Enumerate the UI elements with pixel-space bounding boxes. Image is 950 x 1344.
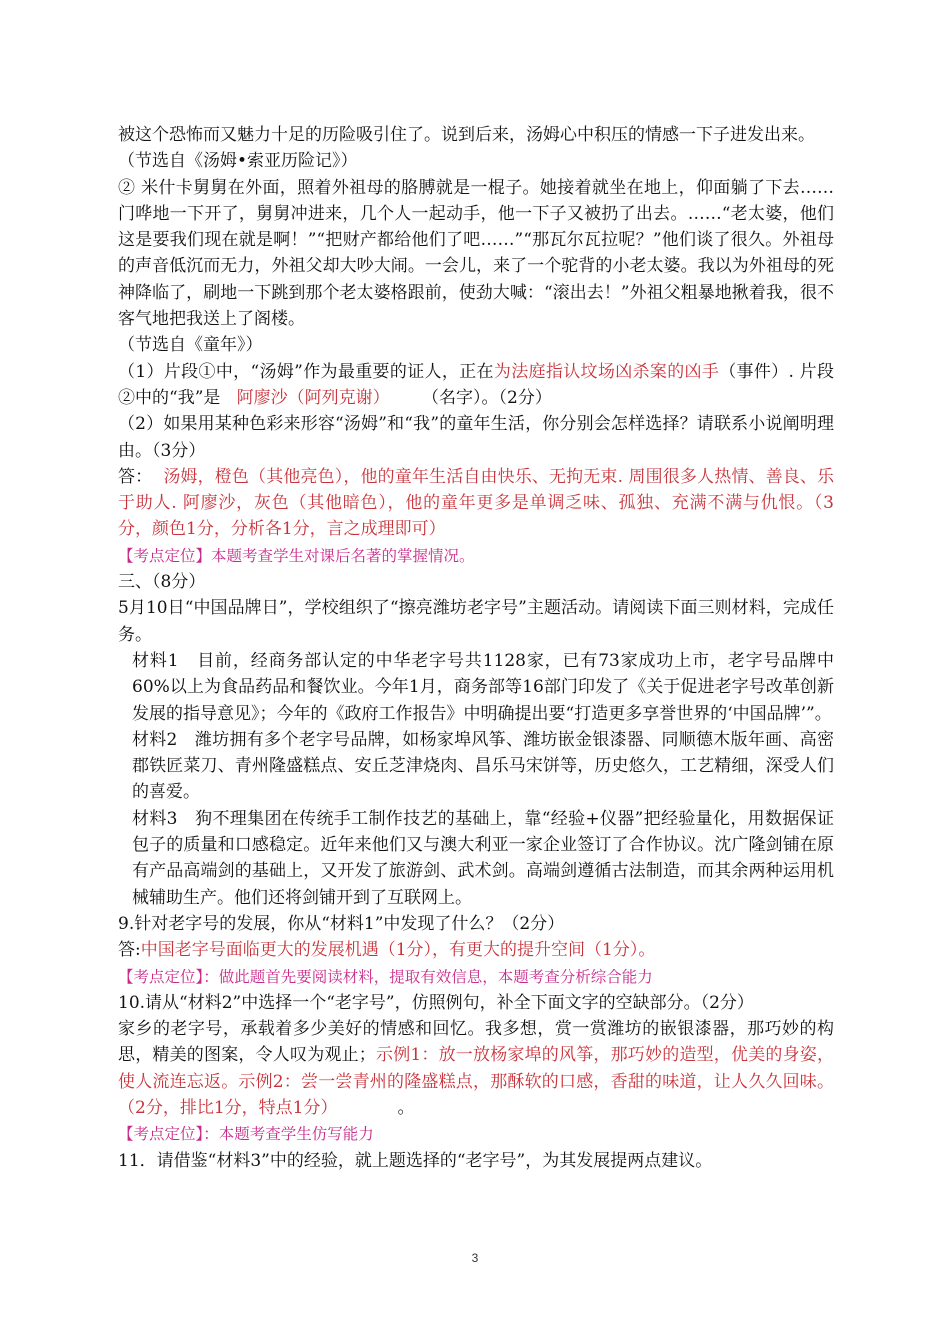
material-2: 材料2 潍坊拥有多个老字号品牌，如杨家埠风筝、潍坊嵌金银漆器、同顺德木版年画、高密郡铁匠菜刀、青州隆盛糕点、安丘芝津烧肉、昌乐马宋饼等，历史悠久，工艺精细，深受人们的喜爱。 (132, 729, 834, 803)
passage-childhood: ② 米什卡舅舅在外面，照着外祖母的胳膊就是一棍子。她接着就坐在地上，仰面躺了下去……门哗地一下开了，舅舅冲进来，几个人一起动手，他一下子又被扔了出去。……“老太婆，他们这是要我们现在就是啊！”“把财产都给他们了吧……”“那瓦尔瓦拉呢？”他们谈了很久。外祖母的声音低沉而无力，外祖父却大吵大闹。一会儿，来了一个驼背的小老太婆。我以为外祖母的死神降临了，刷地一下跳到那个老太婆格跟前，使劲大喊：“滚出去！”外祖父粗暴地揪着我，很不客气地把我送上了阁楼。 (118, 177, 834, 330)
question-11: 11．请借鉴“材料3”中的经验，就上题选择的“老字号”，为其发展提两点建议。 (118, 1150, 713, 1171)
answer-text: 汤姆，橙色（其他亮色），他的童年生活自由快乐、无拘无束. 周围很多人热情、善良、乐于助人. 阿廖沙，灰色（其他暗色），他的童年更多是单调乏味、孤独、充满不满与仇恨。（3分，颜色1分，分析各1分，言之成理即可） (118, 466, 835, 540)
material-1: 材料1 目前，经商务部认定的中华老字号共1128家，已有73家成功上市，老字号品牌中60%以上为食品药品和餐饮业。今年1月，商务部等16部门印发了《关于促进老字号改革创新发展的指导意见》；今年的《政府工作报告》中明确提出要“打造更多享誉世界的‘中国品牌’”。 (132, 650, 834, 724)
section-three-heading: 三、（8分） (118, 572, 206, 593)
source-note-tom-sawyer: （节选自《汤姆•索亚历险记》） (118, 151, 358, 172)
exam-point-note-1: 【考点定位】本题考查学生对课后名著的掌握情况。 (118, 546, 475, 565)
question-10-prompt: 家乡的老字号，承载着多少美好的情感和回忆。我多想，赏一赏潍坊的嵌银漆器，那巧妙的构思，精美的图案，令人叹为观止； (118, 1019, 834, 1066)
question-9: 9.针对老字号的发展，你从“材料1”中发现了什么？（2分） (118, 913, 565, 934)
question-1-part-b: （事件）. 片段②中的“我”是 (118, 361, 834, 408)
source-note-childhood: （节选自《童年》） (118, 335, 263, 356)
question-1-part-a: （1）片段①中，“汤姆”作为最重要的证人，正在 (118, 361, 494, 382)
answer-label: 答: (118, 940, 141, 961)
question-10: 10.请从“材料2”中选择一个“老字号”，仿照例句，补全下面文字的空缺部分。（2分） (118, 992, 754, 1013)
question-10-end: 。 (397, 1097, 415, 1118)
question-10-answer: 示例1：放一放杨家埠的风筝，那巧妙的造型，优美的身姿，使人流连忘返。示例2：尝一尝青州的隆盛糕点，那酥软的口感，香甜的味道，让人久久回味。（2分，排比1分，特点1分） (118, 1045, 834, 1118)
question-1-part-c: （名字）。（2分） (422, 387, 552, 408)
question-1-answer-name: 阿廖沙（阿列克谢） (236, 387, 390, 408)
question-9-answer (118, 937, 834, 963)
answer-text: 中国老字号面临更大的发展机遇（1分），有更大的提升空间（1分）。 (140, 940, 656, 961)
passage-continuation: 被这个恐怖而又魅力十足的历险吸引住了。说到后来，汤姆心中积压的情感一下子进发出来。 (118, 125, 815, 145)
exam-point-note-3: 【考点定位】：本题考查学生仿写能力 (118, 1125, 374, 1144)
question-1-answer-event: 为法庭指认坟场凶杀案的凶手 (493, 361, 720, 382)
question-2: （2）如果用某种色彩来形容“汤姆”和“我”的童年生活，你分别会怎样选择？请联系小说阐明理由。（3分） (118, 414, 834, 461)
page-number: 3 (471, 1251, 479, 1265)
answer-label: 答： (118, 466, 153, 487)
document-body (118, 122, 834, 1174)
question-2-answer (118, 464, 834, 543)
exam-point-note-2: 【考点定位】：做此题首先要阅读材料，提取有效信息，本题考查分析综合能力 (118, 967, 653, 986)
question-1 (118, 359, 834, 412)
section-intro: 5月10日“中国品牌日”，学校组织了“擦亮潍坊老字号”主题活动。请阅读下面三则材料，完成任务。 (118, 598, 834, 645)
question-10-text (118, 1016, 834, 1121)
material-3: 材料3 狗不理集团在传统手工制作技艺的基础上，靠“经验+仪器”把经验量化，用数据保证包子的质量和口感稳定。近年来他们又与澳大利亚一家企业签订了合作协议。沈广隆剑铺在原有产品高端剑的基础上，又开发了旅游剑、武术剑。高端剑遵循古法制造，而其余两种运用机械辅助生产。他们还将剑铺开到了互联网上。 (132, 808, 834, 908)
